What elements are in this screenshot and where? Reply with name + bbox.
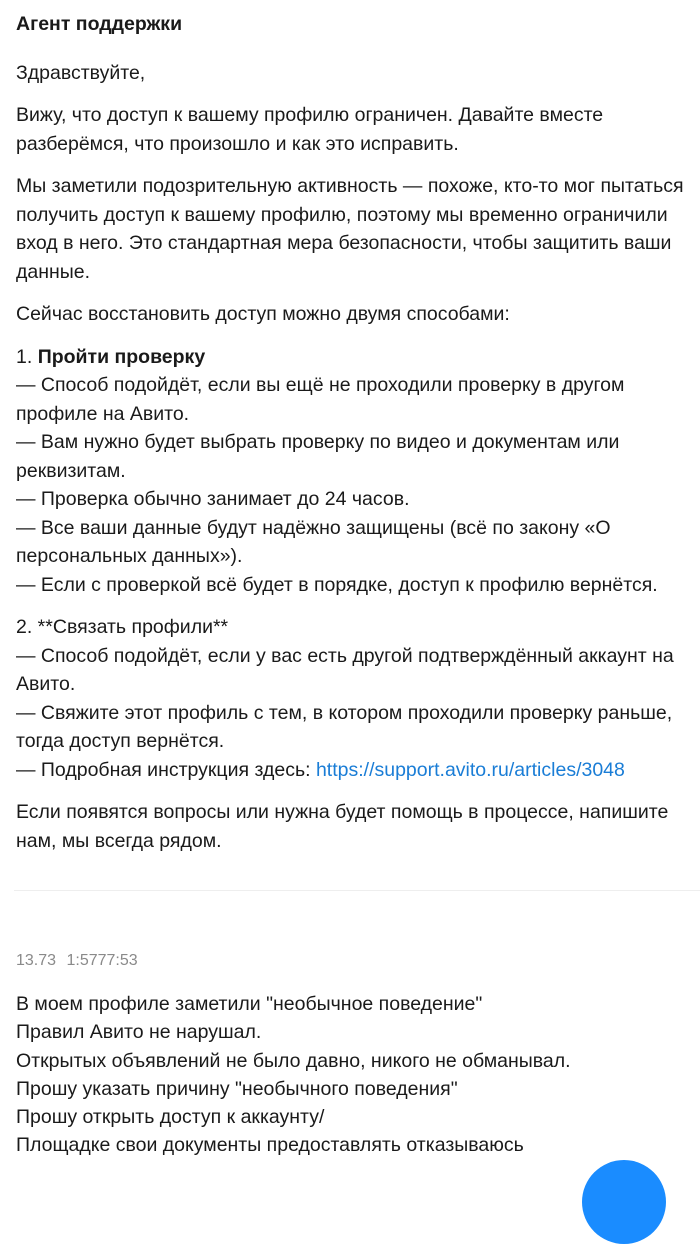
option-2-line: тогда доступ вернётся. (16, 730, 225, 752)
user-message-line: Прошу указать причину "необычного поведения" (16, 1077, 458, 1100)
option-2-title: 2. **Связать профили** (16, 616, 229, 638)
user-message-line: В моем профиле заметили "необычное поведение" (16, 993, 483, 1015)
reason-line: данные. (16, 260, 91, 283)
reason-line: вход в него. Это стандартная мера безопасности, чтобы защитить ваши (16, 232, 672, 254)
option-1-line: профиле на Авито. (16, 402, 190, 425)
sender-name: Агент поддержки (16, 13, 183, 35)
option-1-line: реквизитам. (16, 459, 126, 482)
option-1-line: — Проверка обычно занимает до 24 часов. (16, 488, 410, 510)
option-2-line: — Способ подойдёт, если у вас есть другой подтверждённый аккаунт на (16, 644, 674, 667)
option-2-line: — Свяжите этот профиль с тем, в котором проходили проверку раньше, (16, 701, 673, 724)
option-1-line: — Все ваши данные будут надёжно защищены (всё по закону «О (16, 516, 611, 539)
option-1-line: — Способ подойдёт, если вы ещё не проходили проверку в другом (16, 374, 625, 396)
reason-paragraph (16, 172, 700, 286)
option-1-title: Пройти проверку (37, 345, 206, 368)
message-timestamp: 13.73 1:5777:53 (16, 952, 138, 969)
option-1-number: 1. (16, 345, 33, 368)
agent-message (16, 10, 700, 869)
message-divider (14, 890, 700, 891)
intro-paragraph (16, 101, 700, 158)
closing-line: нам, мы всегда рядом. (16, 829, 222, 852)
option-2-line: Авито. (16, 673, 76, 695)
intro-line: разберёмся, что произошло и как это исправить. (16, 132, 459, 155)
reason-line: Мы заметили подозрительную активность — похоже, кто-то мог пытаться (16, 175, 684, 197)
user-message-line: Площадке свои документы предоставлять отказываюсь (16, 1134, 524, 1157)
option-2 (16, 613, 700, 784)
option-1-line: персональных данных»). (16, 545, 243, 567)
option-1-line: — Если с проверкой всё будет в порядке, доступ к профилю вернётся. (16, 573, 658, 596)
closing-paragraph (16, 798, 700, 855)
user-message (16, 990, 700, 1160)
greeting: Здравствуйте, (16, 61, 146, 84)
options-intro: Сейчас восстановить доступ можно двумя способами: (16, 303, 510, 325)
intro-line: Вижу, что доступ к вашему профилю ограничен. Давайте вместе (16, 104, 604, 126)
scroll-down-icon[interactable] (582, 1160, 666, 1244)
reason-line: получить доступ к вашему профилю, поэтому мы временно ограничили (16, 203, 668, 226)
instruction-prefix: — Подробная инструкция здесь: (16, 758, 316, 781)
user-message-line: Открытых объявлений не было давно, никого не обманывал. (16, 1049, 571, 1072)
option-1 (16, 343, 700, 600)
closing-line: Если появятся вопросы или нужна будет помощь в процессе, напишите (16, 801, 669, 823)
support-article-link[interactable]: https://support.avito.ru/articles/3048 (315, 758, 625, 781)
option-1-line: — Вам нужно будет выбрать проверку по видео и документам или (16, 431, 620, 453)
user-message-line: Правил Авито не нарушал. (16, 1021, 262, 1044)
user-message-line: Прошу открыть доступ к аккаунту/ (16, 1106, 325, 1129)
